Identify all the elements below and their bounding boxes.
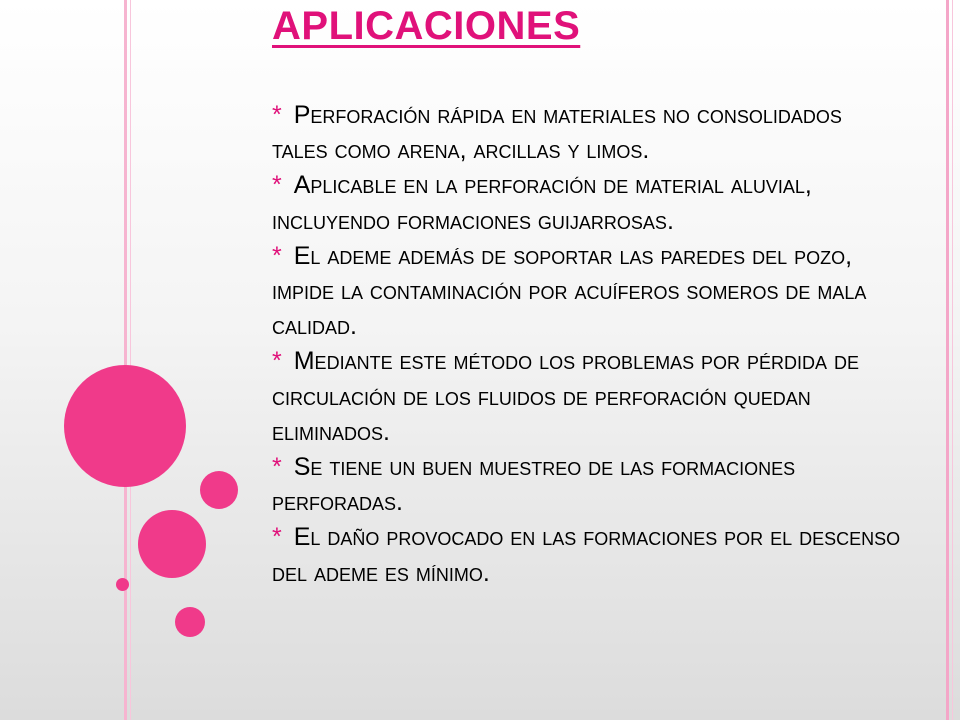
decorative-circle-tiny <box>116 578 129 591</box>
bullet-marker: * <box>272 453 282 482</box>
list-item <box>272 520 902 590</box>
bullet-marker: * <box>272 101 282 129</box>
list-item-text: Aplicable en la perforación de material aluvial, incluyendo formaciones guijarrosas. <box>272 171 812 235</box>
bullet-marker: * <box>272 347 282 376</box>
bullet-list <box>272 98 902 591</box>
list-item <box>272 344 902 450</box>
decorative-line <box>124 0 127 720</box>
decorative-line <box>946 0 949 720</box>
decorative-circle-medium <box>138 510 206 578</box>
list-item <box>272 98 902 168</box>
decorative-line <box>130 0 131 720</box>
list-item-text: El ademe además de soportar las paredes del pozo, impide la contaminación por acuíferos someros de mala calidad. <box>272 241 867 341</box>
list-item <box>272 168 902 238</box>
list-item-text: El daño provocado en las formaciones por el descenso del ademe es mínimo. <box>272 523 901 587</box>
bullet-marker: * <box>272 523 282 552</box>
list-item-text: Mediante este método los problemas por pérdida de circulación de los fluidos de perforación quedan eliminados. <box>272 347 859 446</box>
decorative-circle-large <box>64 365 186 487</box>
list-item-text: Perforación rápida en materiales no consolidados tales como arena, arcillas y limos. <box>272 101 842 165</box>
decorative-circle-small <box>175 607 205 637</box>
decorative-line <box>952 0 953 720</box>
decorative-circle-small <box>200 471 238 509</box>
slide-title: APLICACIONES <box>272 4 581 48</box>
list-item-text: Se tiene un buen muestreo de las formaciones perforadas. <box>272 453 796 517</box>
bullet-marker: * <box>272 241 282 270</box>
bullet-marker: * <box>272 171 282 200</box>
list-item <box>272 239 902 345</box>
list-item <box>272 450 902 520</box>
